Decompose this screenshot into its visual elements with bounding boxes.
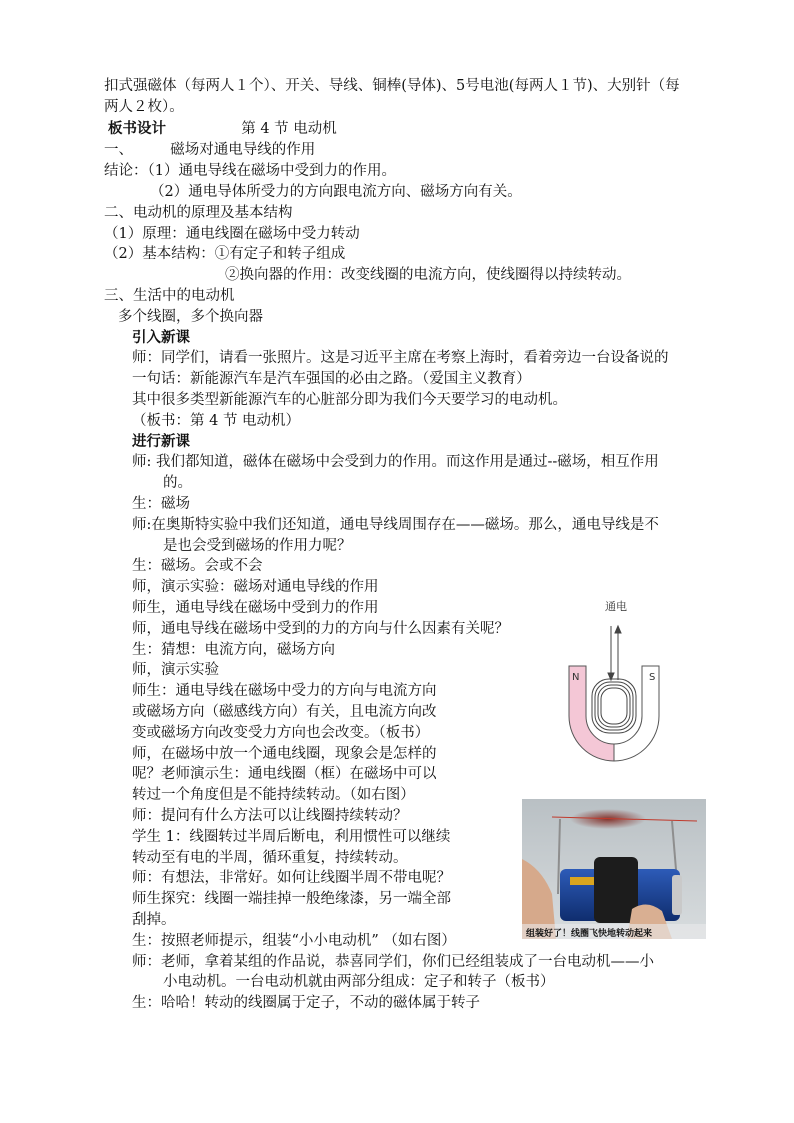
section-two: 二、电动机的原理及基本结构 bbox=[104, 205, 293, 221]
intro-line-2: 一句话：新能源汽车是汽车强国的必由之路。（爱国主义教育） bbox=[132, 371, 531, 387]
dialogue-line: 师：提问有什么方法可以让线圈持续转动？ bbox=[132, 808, 408, 824]
dialogue-line: 师：有想法，非常好。如何让线圈半周不带电呢？ bbox=[132, 870, 451, 886]
section-three: 三、生活中的电动机 bbox=[104, 288, 235, 304]
principle-line: （1）原理：通电线圈在磁场中受力转动 bbox=[104, 226, 360, 242]
dialogue-line: 转过一个角度但是不能持续转动。（如右图） bbox=[132, 787, 415, 803]
paragraph-materials-1: 扣式强磁体（每两人１个）、开关、导线、铜棒(导体)、5号电池(每两人１节)、大别针（每 bbox=[104, 78, 680, 94]
dialogue-line: 呢？老师演示生：通电线圈（框）在磁场中可以 bbox=[132, 766, 437, 782]
dialogue-line: 师: 我们都知道，磁体在磁场中会受到力的作用。而这作用是通过--磁场，相互作用 bbox=[132, 454, 659, 470]
dialogue-line: 师，通电导线在磁场中受到的力的方向与什么因素有关呢？ bbox=[132, 621, 509, 637]
commutator-line: ②换向器的作用：改变线圈的电流方向，使线圈得以持续转动。 bbox=[225, 267, 631, 283]
dialogue-line: 变或磁场方向改变受力方向也会改变。（板书） bbox=[132, 725, 430, 741]
dialogue-line: 生：磁场。会或不会 bbox=[132, 558, 263, 574]
dialogue-line: 生：按照老师提示，组装“小小电动机” （如右图） bbox=[132, 933, 456, 949]
dialogue-line: 师生探究：线圈一端挂掉一般绝缘漆，另一端全部 bbox=[132, 891, 451, 907]
current-label: 通电 bbox=[605, 600, 627, 613]
section-one-title: 磁场对通电导线的作用 bbox=[170, 142, 316, 158]
dialogue-line: 学生 1：线圈转过半周后断电，利用惯性可以继续 bbox=[132, 829, 451, 845]
dialogue-line: 生：哈哈！转动的线圈属于定子，不动的磁体属于转子 bbox=[132, 995, 480, 1011]
magnet-coil-figure bbox=[563, 596, 665, 764]
small-motor-photo bbox=[522, 799, 706, 939]
conclusion-1: 结论：（1）通电导线在磁场中受到力的作用。 bbox=[104, 163, 396, 179]
north-label: N bbox=[572, 672, 580, 683]
dialogue-line: 是也会受到磁场的作用力呢？ bbox=[163, 538, 352, 554]
paragraph-materials-2: 两人２枚）。 bbox=[104, 99, 184, 115]
dialogue-line: 的。 bbox=[163, 475, 192, 491]
heading-intro: 引入新课 bbox=[132, 329, 190, 346]
board-design-title: 第 4 节 电动机 bbox=[241, 121, 337, 137]
dialogue-line: 师生，通电导线在磁场中受到力的作用 bbox=[132, 600, 379, 616]
board-design-heading: 板书设计 bbox=[108, 120, 166, 137]
board-design-line bbox=[108, 119, 337, 139]
south-label: S bbox=[649, 672, 656, 683]
section-one-number: 一、 bbox=[104, 142, 133, 158]
heading-new-lesson: 进行新课 bbox=[132, 433, 190, 450]
dialogue-line: 刮掉。 bbox=[132, 912, 176, 928]
section-three-body: 多个线圈，多个换向器 bbox=[118, 309, 263, 325]
current-arrow-icon bbox=[608, 626, 621, 680]
intro-line-1: 师：同学们，请看一张照片。这是习近平主席在考察上海时，看着旁边一台设备说的 bbox=[132, 350, 669, 366]
dialogue-line: 转动至有电的半周，循环重复，持续转动。 bbox=[132, 850, 408, 866]
dialogue-line: 师，在磁场中放一个通电线圈，现象会是怎样的 bbox=[132, 746, 437, 762]
dialogue-line: 生：磁场 bbox=[132, 496, 190, 512]
section-one bbox=[104, 140, 315, 160]
photo-caption: 组装好了！线圈飞快地转动起来 bbox=[526, 929, 653, 939]
intro-line-3: 其中很多类型新能源汽车的心脏部分即为我们今天要学习的电动机。 bbox=[132, 392, 567, 408]
coil-icon bbox=[592, 679, 636, 733]
dialogue-line: 师:在奥斯特实验中我们还知道，通电导线周围存在——磁场。那么，通电导线是不 bbox=[132, 517, 659, 533]
structure-line: （2）基本结构：①有定子和转子组成 bbox=[104, 246, 346, 262]
dialogue-line: 小电动机。一台电动机就由两部分组成：定子和转子（板书） bbox=[163, 974, 555, 990]
intro-line-4: （板书：第 4 节 电动机） bbox=[132, 413, 301, 429]
dialogue-line: 生：猜想：电流方向，磁场方向 bbox=[132, 642, 335, 658]
dialogue-line: 或磁场方向（磁感线方向）有关，且电流方向改 bbox=[132, 704, 437, 720]
dialogue-line: 师生：通电导线在磁场中受力的方向与电流方向 bbox=[132, 683, 437, 699]
dialogue-line: 师：老师，拿着某组的作品说，恭喜同学们，你们已经组装成了一台电动机——小 bbox=[132, 954, 654, 970]
dialogue-line: 师，演示实验 bbox=[132, 662, 219, 678]
dialogue-line: 师，演示实验：磁场对通电导线的作用 bbox=[132, 579, 379, 595]
conclusion-2: （2）通电导体所受力的方向跟电流方向、磁场方向有关。 bbox=[150, 184, 522, 200]
